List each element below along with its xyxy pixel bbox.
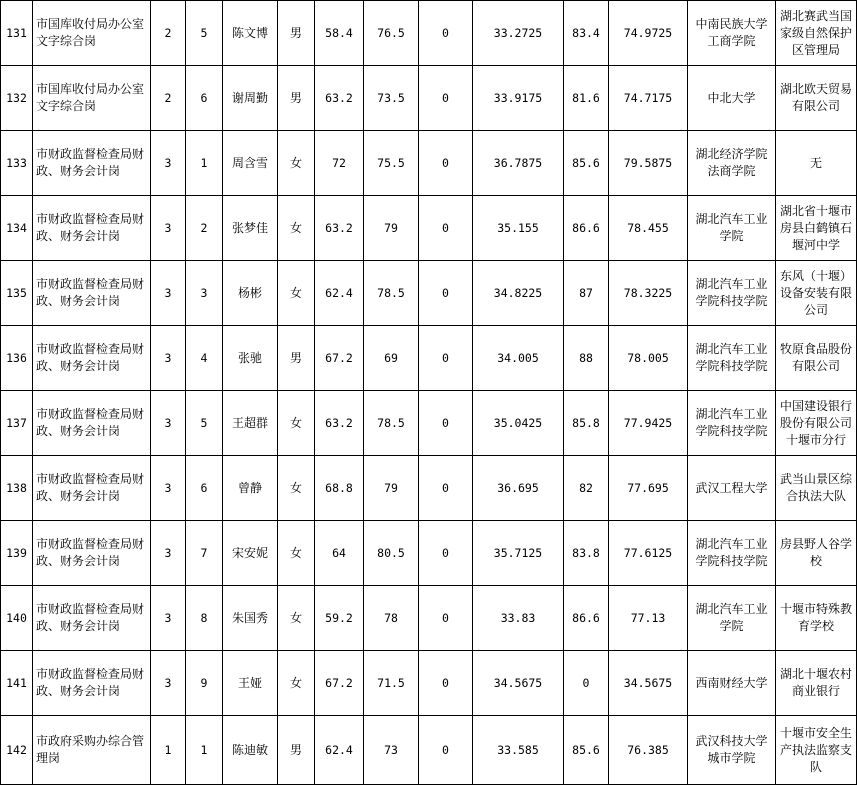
cell-post-name: 市政府采购办综合管理岗 bbox=[33, 716, 151, 785]
cell-post-name: 市财政监督检查局财政、财务会计岗 bbox=[33, 456, 151, 521]
cell-gender: 女 bbox=[278, 586, 315, 651]
cell-professional-score: 79 bbox=[364, 196, 419, 261]
cell-gender: 女 bbox=[278, 196, 315, 261]
cell-post-name: 市财政监督检查局财政、财务会计岗 bbox=[33, 521, 151, 586]
cell-post-count: 3 bbox=[151, 456, 186, 521]
cell-seq-no: 138 bbox=[1, 456, 33, 521]
cell-total-score: 74.9725 bbox=[609, 1, 688, 66]
cell-written-weighted: 34.005 bbox=[473, 326, 564, 391]
cell-school: 湖北汽车工业学院科技学院 bbox=[688, 521, 776, 586]
table-row bbox=[1, 716, 857, 785]
cell-seq-no: 133 bbox=[1, 131, 33, 196]
cell-gender: 女 bbox=[278, 456, 315, 521]
cell-interview-score: 86.6 bbox=[564, 586, 609, 651]
cell-professional-score: 73 bbox=[364, 716, 419, 785]
cell-bonus-points: 0 bbox=[419, 456, 473, 521]
cell-school: 湖北汽车工业学院科技学院 bbox=[688, 391, 776, 456]
cell-post-name: 市国库收付局办公室文字综合岗 bbox=[33, 66, 151, 131]
table-row bbox=[1, 651, 857, 716]
cell-post-name: 市财政监督检查局财政、财务会计岗 bbox=[33, 391, 151, 456]
cell-seq-no: 142 bbox=[1, 716, 33, 785]
cell-post-name: 市国库收付局办公室文字综合岗 bbox=[33, 1, 151, 66]
cell-rank: 9 bbox=[186, 651, 223, 716]
cell-interview-score: 83.8 bbox=[564, 521, 609, 586]
cell-gender: 女 bbox=[278, 521, 315, 586]
cell-employer: 湖北十堰农村商业银行 bbox=[776, 651, 857, 716]
cell-seq-no: 131 bbox=[1, 1, 33, 66]
cell-rank: 1 bbox=[186, 131, 223, 196]
cell-written-weighted: 35.155 bbox=[473, 196, 564, 261]
cell-professional-score: 73.5 bbox=[364, 66, 419, 131]
cell-total-score: 74.7175 bbox=[609, 66, 688, 131]
cell-employer: 无 bbox=[776, 131, 857, 196]
cell-total-score: 78.3225 bbox=[609, 261, 688, 326]
cell-post-count: 1 bbox=[151, 716, 186, 785]
cell-interview-score: 86.6 bbox=[564, 196, 609, 261]
cell-bonus-points: 0 bbox=[419, 66, 473, 131]
cell-rank: 5 bbox=[186, 1, 223, 66]
cell-candidate-name: 王超群 bbox=[223, 391, 278, 456]
table-row bbox=[1, 66, 857, 131]
cell-total-score: 76.385 bbox=[609, 716, 688, 785]
cell-professional-score: 78.5 bbox=[364, 261, 419, 326]
cell-employer: 东风（十堰）设备安装有限公司 bbox=[776, 261, 857, 326]
cell-employer: 中国建设银行股份有限公司十堰市分行 bbox=[776, 391, 857, 456]
cell-candidate-name: 谢周勤 bbox=[223, 66, 278, 131]
cell-total-score: 78.455 bbox=[609, 196, 688, 261]
cell-written-weighted: 33.83 bbox=[473, 586, 564, 651]
cell-written-weighted: 36.695 bbox=[473, 456, 564, 521]
cell-employer: 牧原食品股份有限公司 bbox=[776, 326, 857, 391]
cell-candidate-name: 陈文博 bbox=[223, 1, 278, 66]
cell-professional-score: 79 bbox=[364, 456, 419, 521]
cell-written-score: 67.2 bbox=[315, 651, 364, 716]
cell-post-count: 2 bbox=[151, 66, 186, 131]
cell-bonus-points: 0 bbox=[419, 261, 473, 326]
cell-total-score: 77.6125 bbox=[609, 521, 688, 586]
cell-professional-score: 80.5 bbox=[364, 521, 419, 586]
cell-interview-score: 87 bbox=[564, 261, 609, 326]
cell-written-score: 67.2 bbox=[315, 326, 364, 391]
cell-written-weighted: 36.7875 bbox=[473, 131, 564, 196]
cell-candidate-name: 杨彬 bbox=[223, 261, 278, 326]
cell-post-count: 3 bbox=[151, 261, 186, 326]
cell-employer: 湖北省十堰市房县白鹤镇石堰河中学 bbox=[776, 196, 857, 261]
cell-total-score: 77.695 bbox=[609, 456, 688, 521]
cell-seq-no: 137 bbox=[1, 391, 33, 456]
cell-written-score: 68.8 bbox=[315, 456, 364, 521]
cell-professional-score: 76.5 bbox=[364, 1, 419, 66]
cell-interview-score: 88 bbox=[564, 326, 609, 391]
cell-interview-score: 85.6 bbox=[564, 131, 609, 196]
cell-bonus-points: 0 bbox=[419, 391, 473, 456]
cell-rank: 2 bbox=[186, 196, 223, 261]
cell-rank: 8 bbox=[186, 586, 223, 651]
cell-rank: 4 bbox=[186, 326, 223, 391]
cell-employer: 十堰市安全生产执法监察支队 bbox=[776, 716, 857, 785]
cell-total-score: 34.5675 bbox=[609, 651, 688, 716]
table-row bbox=[1, 391, 857, 456]
cell-school: 湖北经济学院法商学院 bbox=[688, 131, 776, 196]
cell-candidate-name: 陈迪敏 bbox=[223, 716, 278, 785]
cell-professional-score: 75.5 bbox=[364, 131, 419, 196]
cell-professional-score: 78 bbox=[364, 586, 419, 651]
cell-professional-score: 71.5 bbox=[364, 651, 419, 716]
cell-professional-score: 78.5 bbox=[364, 391, 419, 456]
cell-post-name: 市财政监督检查局财政、财务会计岗 bbox=[33, 326, 151, 391]
cell-rank: 3 bbox=[186, 261, 223, 326]
cell-bonus-points: 0 bbox=[419, 521, 473, 586]
cell-employer: 湖北欧天贸易有限公司 bbox=[776, 66, 857, 131]
cell-written-score: 62.4 bbox=[315, 261, 364, 326]
table-row bbox=[1, 586, 857, 651]
cell-written-weighted: 33.2725 bbox=[473, 1, 564, 66]
cell-written-score: 63.2 bbox=[315, 391, 364, 456]
cell-employer: 房县野人谷学校 bbox=[776, 521, 857, 586]
cell-bonus-points: 0 bbox=[419, 131, 473, 196]
cell-written-weighted: 35.0425 bbox=[473, 391, 564, 456]
cell-post-name: 市财政监督检查局财政、财务会计岗 bbox=[33, 651, 151, 716]
cell-rank: 6 bbox=[186, 456, 223, 521]
cell-interview-score: 85.8 bbox=[564, 391, 609, 456]
cell-post-count: 3 bbox=[151, 521, 186, 586]
cell-gender: 女 bbox=[278, 391, 315, 456]
cell-written-score: 64 bbox=[315, 521, 364, 586]
cell-seq-no: 141 bbox=[1, 651, 33, 716]
cell-candidate-name: 宋安妮 bbox=[223, 521, 278, 586]
cell-candidate-name: 周含雪 bbox=[223, 131, 278, 196]
cell-gender: 女 bbox=[278, 261, 315, 326]
cell-interview-score: 82 bbox=[564, 456, 609, 521]
cell-post-count: 3 bbox=[151, 326, 186, 391]
cell-school: 西南财经大学 bbox=[688, 651, 776, 716]
table-row bbox=[1, 456, 857, 521]
cell-school: 中南民族大学工商学院 bbox=[688, 1, 776, 66]
cell-bonus-points: 0 bbox=[419, 716, 473, 785]
cell-total-score: 78.005 bbox=[609, 326, 688, 391]
cell-candidate-name: 曾静 bbox=[223, 456, 278, 521]
cell-bonus-points: 0 bbox=[419, 586, 473, 651]
table-row bbox=[1, 326, 857, 391]
cell-professional-score: 69 bbox=[364, 326, 419, 391]
cell-written-score: 58.4 bbox=[315, 1, 364, 66]
cell-rank: 5 bbox=[186, 391, 223, 456]
cell-post-count: 3 bbox=[151, 651, 186, 716]
cell-post-count: 2 bbox=[151, 1, 186, 66]
cell-post-count: 3 bbox=[151, 586, 186, 651]
table-row bbox=[1, 261, 857, 326]
cell-rank: 7 bbox=[186, 521, 223, 586]
cell-gender: 男 bbox=[278, 716, 315, 785]
cell-post-count: 3 bbox=[151, 196, 186, 261]
cell-post-name: 市财政监督检查局财政、财务会计岗 bbox=[33, 196, 151, 261]
cell-written-weighted: 34.5675 bbox=[473, 651, 564, 716]
cell-employer: 十堰市特殊教育学校 bbox=[776, 586, 857, 651]
cell-bonus-points: 0 bbox=[419, 326, 473, 391]
cell-interview-score: 85.6 bbox=[564, 716, 609, 785]
cell-candidate-name: 张驰 bbox=[223, 326, 278, 391]
cell-post-count: 3 bbox=[151, 131, 186, 196]
cell-bonus-points: 0 bbox=[419, 196, 473, 261]
cell-candidate-name: 张梦佳 bbox=[223, 196, 278, 261]
cell-rank: 1 bbox=[186, 716, 223, 785]
cell-school: 武汉工程大学 bbox=[688, 456, 776, 521]
cell-post-name: 市财政监督检查局财政、财务会计岗 bbox=[33, 261, 151, 326]
cell-post-count: 3 bbox=[151, 391, 186, 456]
cell-interview-score: 81.6 bbox=[564, 66, 609, 131]
cell-written-weighted: 35.7125 bbox=[473, 521, 564, 586]
cell-post-name: 市财政监督检查局财政、财务会计岗 bbox=[33, 131, 151, 196]
cell-seq-no: 135 bbox=[1, 261, 33, 326]
table-row bbox=[1, 196, 857, 261]
cell-school: 湖北汽车工业学院 bbox=[688, 196, 776, 261]
cell-school: 湖北汽车工业学院 bbox=[688, 586, 776, 651]
cell-school: 湖北汽车工业学院科技学院 bbox=[688, 261, 776, 326]
cell-employer: 武当山景区综合执法大队 bbox=[776, 456, 857, 521]
cell-candidate-name: 朱国秀 bbox=[223, 586, 278, 651]
cell-seq-no: 132 bbox=[1, 66, 33, 131]
cell-total-score: 77.13 bbox=[609, 586, 688, 651]
cell-school: 中北大学 bbox=[688, 66, 776, 131]
cell-written-score: 59.2 bbox=[315, 586, 364, 651]
cell-gender: 女 bbox=[278, 651, 315, 716]
cell-employer: 湖北赛武当国家级自然保护区管理局 bbox=[776, 1, 857, 66]
cell-gender: 男 bbox=[278, 326, 315, 391]
cell-gender: 男 bbox=[278, 66, 315, 131]
cell-bonus-points: 0 bbox=[419, 1, 473, 66]
cell-rank: 6 bbox=[186, 66, 223, 131]
cell-written-weighted: 33.585 bbox=[473, 716, 564, 785]
cell-total-score: 79.5875 bbox=[609, 131, 688, 196]
table-row bbox=[1, 521, 857, 586]
cell-seq-no: 140 bbox=[1, 586, 33, 651]
cell-school: 湖北汽车工业学院科技学院 bbox=[688, 326, 776, 391]
cell-gender: 男 bbox=[278, 1, 315, 66]
cell-written-score: 72 bbox=[315, 131, 364, 196]
cell-written-weighted: 33.9175 bbox=[473, 66, 564, 131]
cell-school: 武汉科技大学城市学院 bbox=[688, 716, 776, 785]
cell-interview-score: 83.4 bbox=[564, 1, 609, 66]
cell-candidate-name: 王娅 bbox=[223, 651, 278, 716]
cell-written-weighted: 34.8225 bbox=[473, 261, 564, 326]
cell-seq-no: 139 bbox=[1, 521, 33, 586]
cell-written-score: 62.4 bbox=[315, 716, 364, 785]
cell-written-score: 63.2 bbox=[315, 66, 364, 131]
cell-bonus-points: 0 bbox=[419, 651, 473, 716]
cell-written-score: 63.2 bbox=[315, 196, 364, 261]
cell-total-score: 77.9425 bbox=[609, 391, 688, 456]
table-row bbox=[1, 1, 857, 66]
cell-interview-score: 0 bbox=[564, 651, 609, 716]
cell-seq-no: 136 bbox=[1, 326, 33, 391]
cell-seq-no: 134 bbox=[1, 196, 33, 261]
cell-post-name: 市财政监督检查局财政、财务会计岗 bbox=[33, 586, 151, 651]
table-body bbox=[1, 1, 857, 785]
cell-gender: 女 bbox=[278, 131, 315, 196]
table-row bbox=[1, 131, 857, 196]
